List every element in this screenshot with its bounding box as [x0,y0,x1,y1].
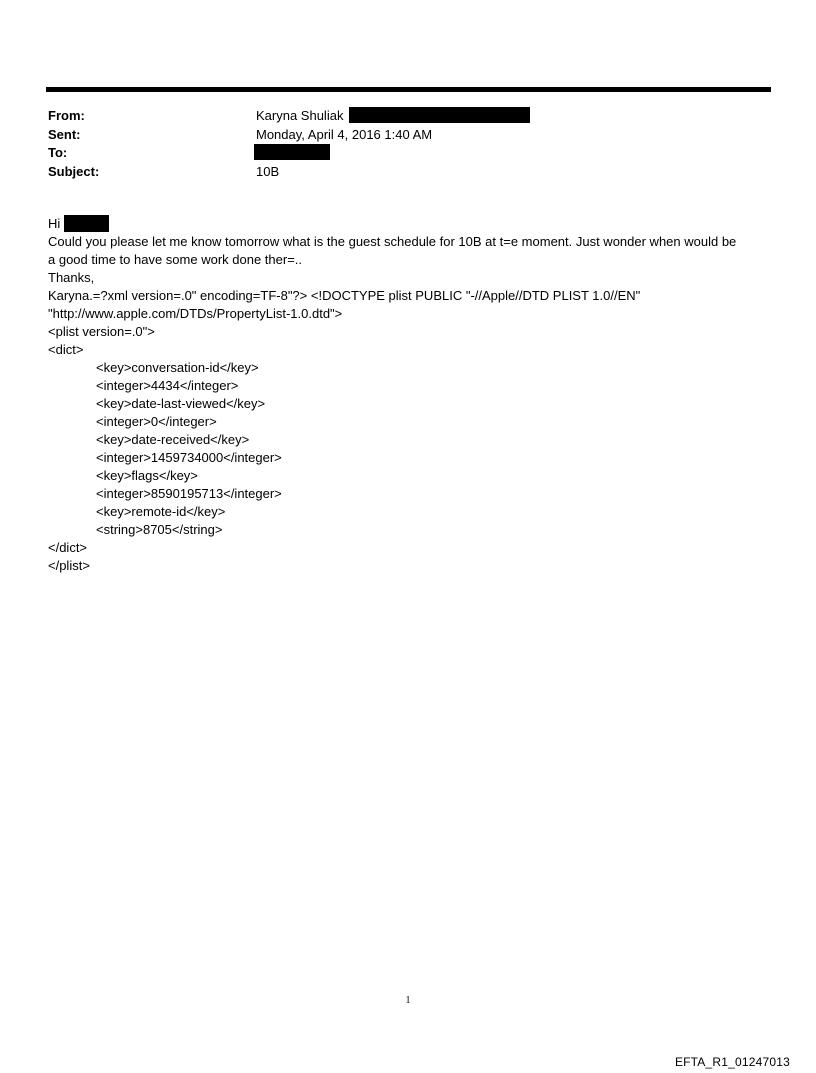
email-body [48,215,778,575]
plist-entry: <key>remote-id</key> [96,504,226,519]
redaction-block [254,144,330,160]
body-line: </plist> [48,558,90,573]
from-value [256,107,530,125]
sent-value: Monday, April 4, 2016 1:40 AM [256,126,433,142]
plist-entry: <integer>0</integer> [96,414,217,429]
plist-entry: <string>8705</string> [96,522,223,537]
plist-entry: <key>date-received</key> [96,432,250,447]
to-label: To: [48,145,68,160]
redaction-block [349,107,530,123]
from-row [48,107,748,126]
document-id: EFTA_R1_01247013 [674,1055,790,1069]
sender-name: Karyna Shuliak [256,108,344,123]
plist-entry: <integer>4434</integer> [96,378,239,393]
page-number: 1 [405,995,411,1006]
subject-label: Subject: [48,163,100,179]
plist-entry: <key>flags</key> [96,468,198,483]
from-label: From: [48,108,85,123]
body-line: <dict> [48,342,84,357]
header-divider [46,87,771,92]
greeting-text: Hi [48,216,61,231]
sent-row [48,126,748,145]
to-value [254,144,330,162]
redaction-block [64,215,109,232]
subject-value: 10B [256,163,280,179]
plist-entry: <integer>8590195713</integer> [96,486,282,501]
plist-entry: <integer>1459734000</integer> [96,450,282,465]
body-line: Could you please let me know tomorrow what is the guest schedule for 10B at t=e moment. Just wonder when would be [48,234,737,249]
greeting-line [48,215,778,233]
plist-entry: <key>date-last-viewed</key> [96,396,266,411]
subject-row [48,163,748,182]
body-line: <plist version=.0"> [48,324,155,339]
body-line: "http://www.apple.com/DTDs/PropertyList-1.0.dtd"> [48,306,343,321]
body-line: </dict> [48,540,88,555]
to-row [48,144,748,163]
body-line: Thanks, [48,270,95,285]
email-header [48,107,748,181]
body-line: Karyna.=?xml version=.0" encoding=TF-8"?> <!DOCTYPE plist PUBLIC "-//Apple//DTD PLIST 1.0//EN" [48,288,641,303]
body-line: a good time to have some work done ther=.. [48,252,303,267]
plist-entry: <key>conversation-id</key> [96,360,259,375]
sent-label: Sent: [48,126,81,142]
